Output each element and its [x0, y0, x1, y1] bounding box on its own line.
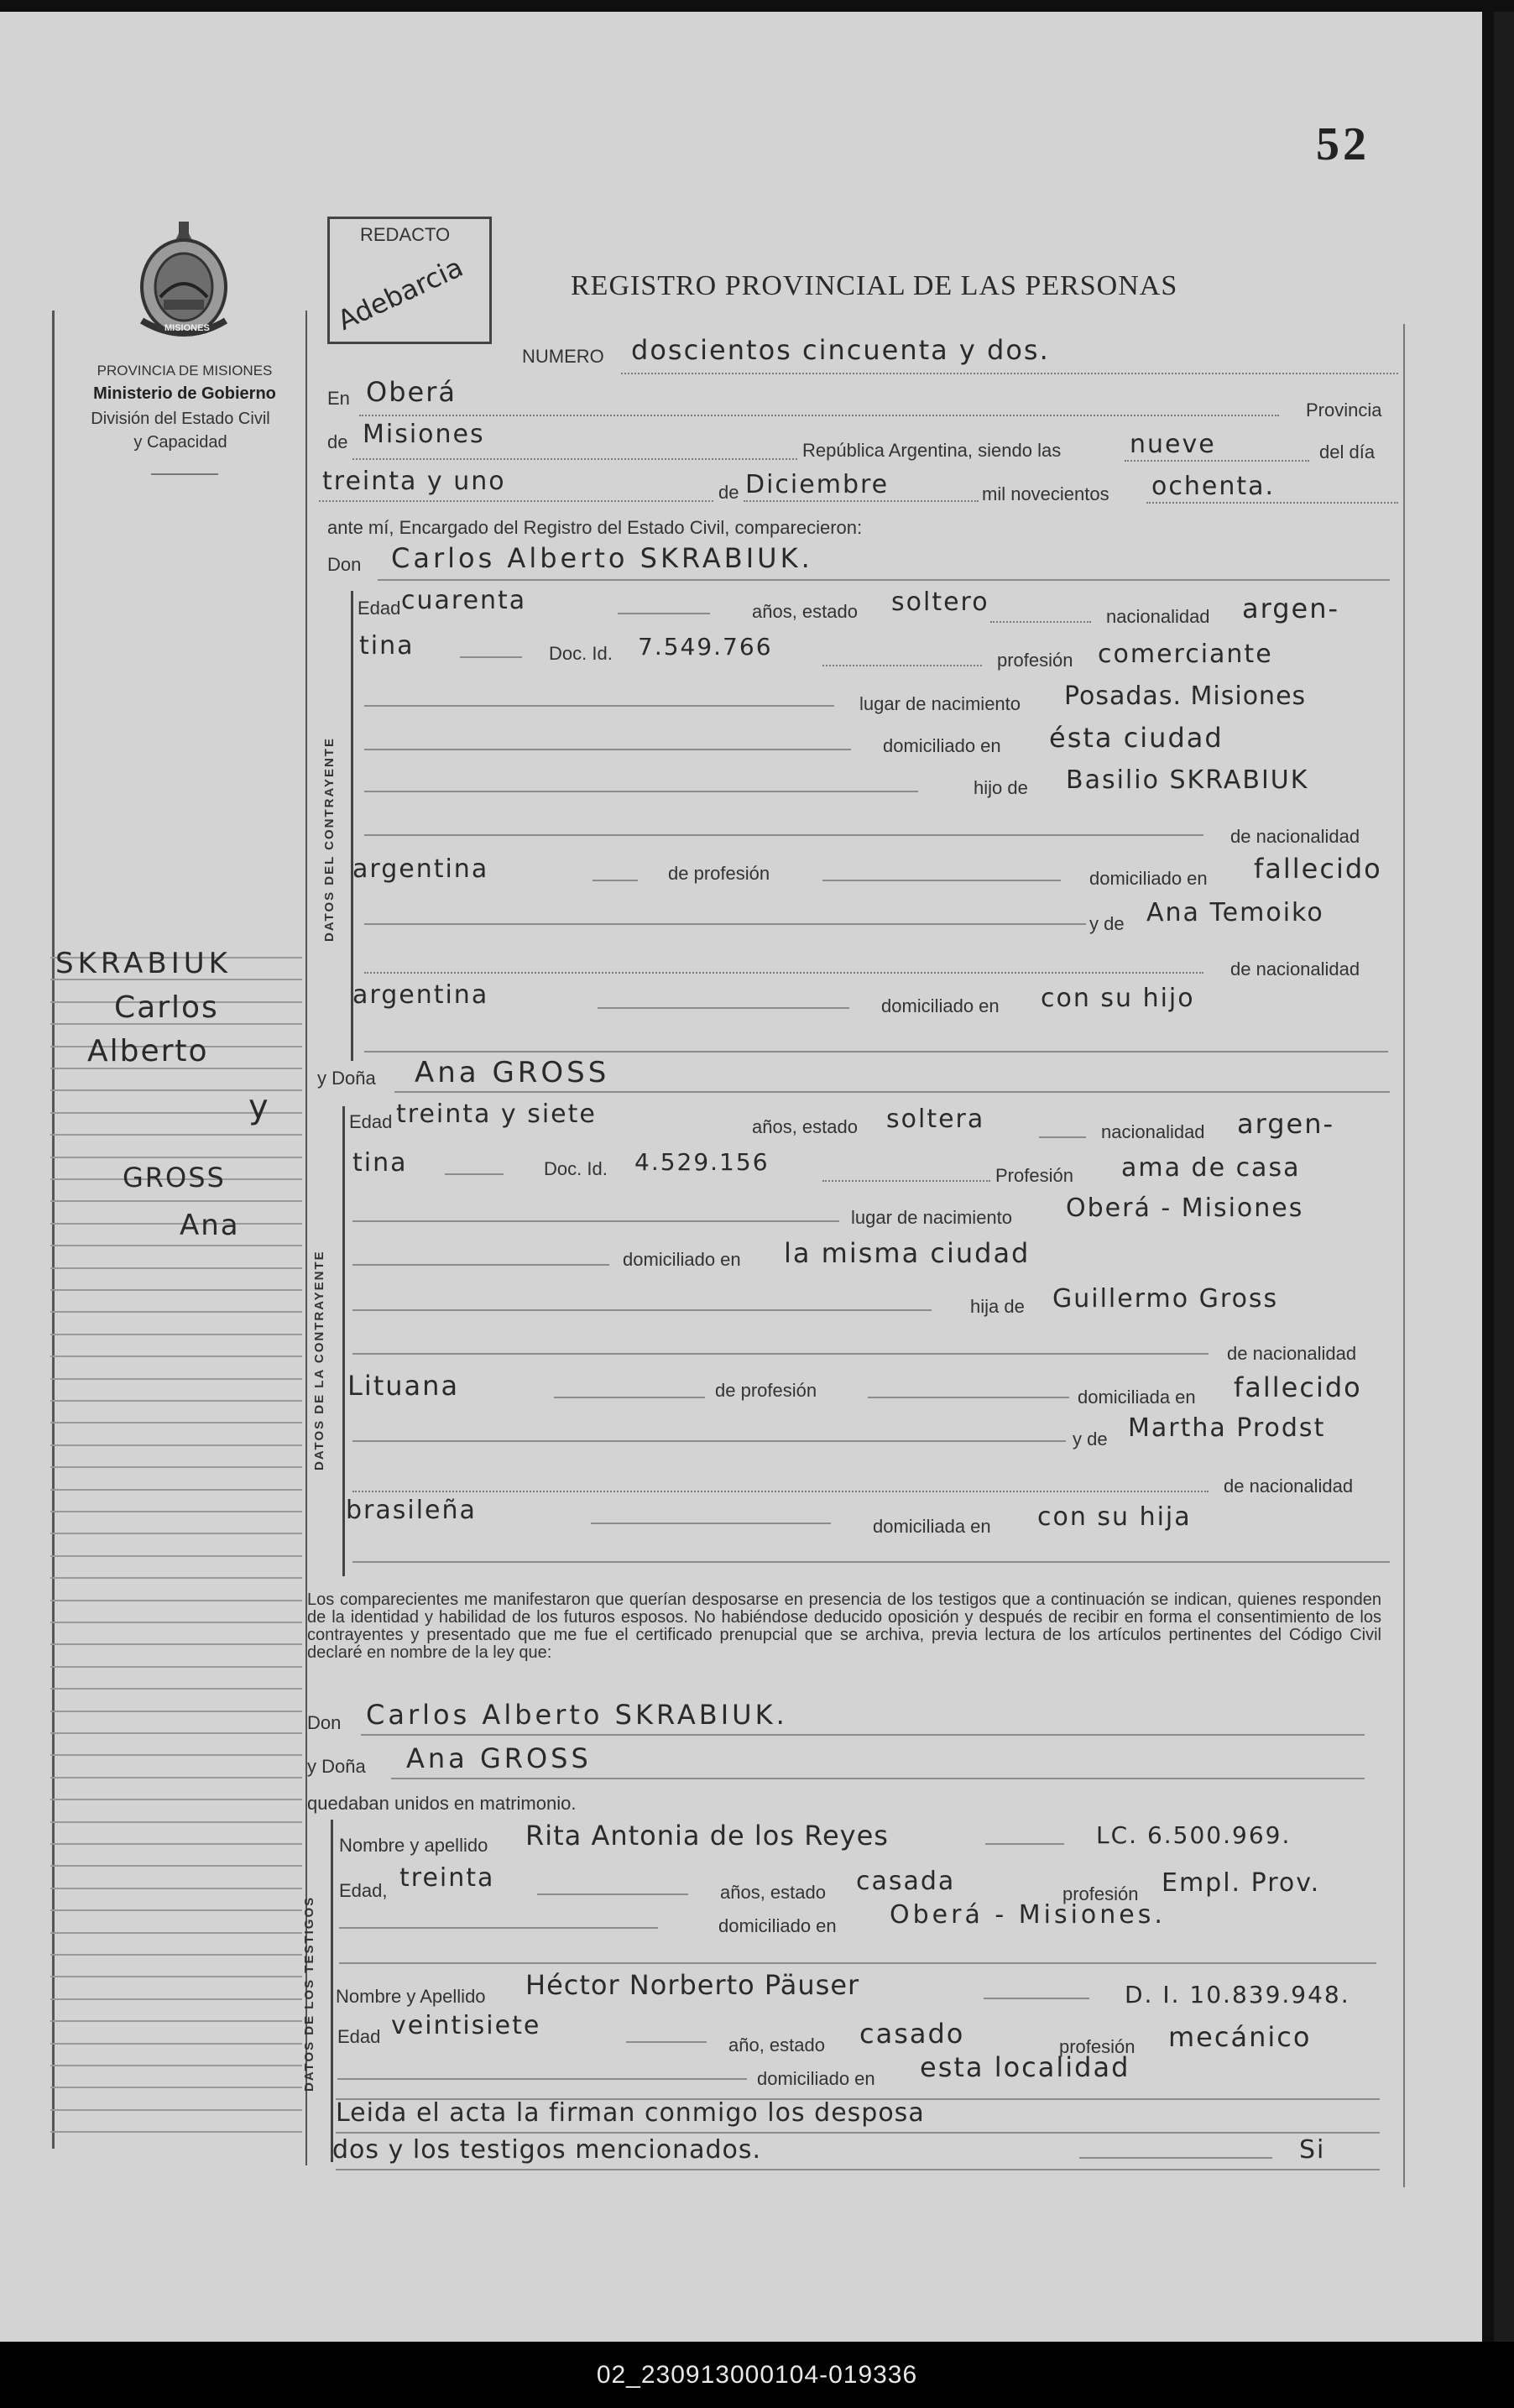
w2-profesion-label: profesión	[1059, 2036, 1136, 2057]
groom-estado-line	[990, 621, 1091, 623]
en-value: Oberá	[366, 376, 457, 408]
groom-profesion-label: profesión	[997, 650, 1073, 671]
margin-ruled-line	[50, 1245, 302, 1246]
margin-ruled-line	[50, 1688, 302, 1690]
numero-value: doscientos cincuenta y dos.	[631, 334, 1050, 366]
groom-profesion: comerciante	[1098, 640, 1273, 669]
groom-madre-nacionalidad-label: de nacionalidad	[1230, 958, 1360, 979]
groom-estado-label: años, estado	[752, 601, 858, 622]
groom-domicilio: ésta ciudad	[1049, 722, 1224, 754]
bride-domicilio-line	[352, 1264, 609, 1266]
province-name: PROVINCIA DE MISIONES	[97, 363, 273, 379]
bride-padre-nacionalidad: Lituana	[347, 1370, 460, 1402]
w2-nombre-line	[984, 1998, 1089, 1999]
margin-ruled-line	[50, 2087, 302, 2088]
margin-ruled-line	[50, 1932, 302, 1934]
w1-doc: LC. 6.500.969.	[1096, 1821, 1292, 1849]
bride-padre-prof-line	[868, 1397, 1069, 1398]
decl-dona-line	[391, 1778, 1365, 1779]
closing-mark: Si	[1299, 2135, 1326, 2165]
margin-ruled-line	[50, 1843, 302, 1845]
hora-line	[1125, 460, 1309, 462]
groom-madre-nac-line	[364, 972, 1203, 974]
w1-edad-label: Edad,	[339, 1880, 388, 1901]
groom-lugar: Posadas. Misiones	[1064, 682, 1307, 711]
groom-y-de-label: y de	[1089, 913, 1125, 934]
groom-padre-prof-line	[822, 880, 1061, 881]
closing-dash	[1079, 2157, 1272, 2159]
margin-note-surname-2: GROSS	[123, 1162, 226, 1194]
margin-ruled-line	[50, 1511, 302, 1512]
closing-line-2-rule	[336, 2169, 1380, 2170]
stamp-label: REDACTO	[360, 224, 451, 245]
de-line	[352, 458, 797, 460]
numero-label: NUMERO	[522, 346, 604, 367]
groom-padre-domicilio-label: domiciliado en	[1089, 868, 1208, 889]
bride-padre: Guillermo Gross	[1052, 1284, 1279, 1314]
bride-lugar-line	[352, 1220, 839, 1222]
bride-name: Ana GROSS	[415, 1056, 610, 1089]
w1-nombre-label: Nombre y apellido	[339, 1835, 488, 1856]
margin-ruled-line	[50, 1909, 302, 1911]
margin-ruled-line	[50, 1622, 302, 1623]
bride-dona-label: y Doña	[317, 1068, 376, 1089]
margin-ruled-line	[50, 1643, 302, 1645]
w2-estado-label: año, estado	[728, 2035, 825, 2055]
crest-text: MISIONES	[164, 323, 210, 333]
bride-madre-nac2-line	[591, 1523, 831, 1524]
numero-line	[621, 373, 1398, 374]
margin-note-name-2: Alberto	[87, 1034, 209, 1068]
margin-ruled-line	[50, 1577, 302, 1579]
margin-ruled-line	[50, 1200, 302, 1202]
closing-line-1-rule	[336, 2132, 1380, 2134]
bride-lugar: Oberá - Misiones	[1066, 1194, 1304, 1223]
w1-domicilio-line	[339, 1927, 658, 1929]
bride-doc-line	[822, 1180, 990, 1182]
bride-edad: treinta y siete	[396, 1100, 597, 1129]
margin-ruled-line	[50, 1888, 302, 1889]
bride-estado-line	[1039, 1136, 1086, 1138]
margin-ruled-line	[50, 1378, 302, 1380]
bride-y-de-label: y de	[1073, 1429, 1108, 1450]
groom-edad-label: Edad	[358, 598, 401, 619]
w1-edad-line	[537, 1893, 688, 1895]
margin-note-name-1: Carlos	[114, 990, 219, 1025]
groom-doc-line	[822, 665, 982, 666]
groom-name-line	[378, 579, 1390, 581]
bride-nacionalidad-label: nacionalidad	[1101, 1121, 1205, 1142]
groom-padre: Basilio SKRABIUK	[1066, 765, 1309, 795]
bride-section-label: DATOS DE LA CONTRAYENTE	[312, 1250, 326, 1470]
w1-profesion-label: profesión	[1062, 1883, 1139, 1904]
right-margin-line	[1403, 324, 1405, 2187]
bride-bracket	[342, 1106, 345, 1576]
margin-ruled-line	[50, 2131, 302, 2133]
bride-nacionalidad-a: argen-	[1237, 1108, 1335, 1140]
bride-lugar-label: lugar de nacimiento	[851, 1207, 1013, 1228]
margin-ruled-line	[50, 1732, 302, 1734]
bride-end-line	[352, 1561, 1390, 1563]
w2-edad: veintisiete	[391, 2011, 541, 2040]
de-mes-label: de	[718, 482, 739, 503]
bride-domicilio: la misma ciudad	[784, 1237, 1031, 1269]
decl-don-label: Don	[307, 1712, 342, 1733]
bride-hija-line	[352, 1309, 932, 1311]
groom-madre-line	[364, 923, 1086, 925]
stamp-signature: Adebarcia	[332, 251, 468, 337]
decl-don: Carlos Alberto SKRABIUK.	[366, 1699, 788, 1731]
margin-note-surname: SKRABIUK	[55, 947, 232, 980]
groom-de-nacionalidad-label: de nacionalidad	[1230, 826, 1360, 847]
w1-domicilio-label: domiciliado en	[718, 1915, 837, 1936]
groom-hijo-label: hijo de	[974, 777, 1028, 798]
groom-madre-domicilio: con su hijo	[1041, 984, 1195, 1013]
bride-madre: Martha Prodst	[1128, 1413, 1326, 1443]
decl-unidos: quedaban unidos en matrimonio.	[307, 1793, 577, 1814]
groom-nacionalidad-a: argen-	[1242, 593, 1340, 624]
bride-name-line	[394, 1091, 1390, 1093]
w2-doc: D. I. 10.839.948.	[1125, 1981, 1350, 2008]
image-id-footer: 02_230913000104-019336	[0, 2342, 1514, 2408]
margin-ruled-line	[50, 1489, 302, 1491]
groom-nacionalidad-label: nacionalidad	[1106, 606, 1210, 627]
bride-padre-nac-line	[554, 1397, 705, 1398]
margin-ruled-line	[50, 1799, 302, 1800]
en-label: En	[327, 388, 350, 409]
margin-ruled-line	[50, 1311, 302, 1313]
groom-end-line	[364, 1051, 1388, 1053]
margin-ruled-line	[50, 1400, 302, 1402]
bride-madre-domicilio-label: domiciliada en	[873, 1516, 991, 1537]
groom-edad: cuarenta	[401, 586, 527, 615]
decl-dona: Ana GROSS	[406, 1742, 592, 1774]
bride-estado: soltera	[886, 1105, 985, 1134]
w1-profesion: Empl. Prov.	[1162, 1868, 1321, 1898]
margin-ruled-line	[50, 1600, 302, 1601]
declaration-text: Los comparecientes me manifestaron que querían desposarse en presencia de los testigos que a continuación se indican, quienes responden de la identidad y habilidad de los futuros esposos. No habiéndose deducido oposición y después de recibir en forma el consentimiento de los contrayentes y presentado que me fue el certificado prenupcial que se archiva, previa lectura de los artículos pertinentes del Código Civil declaré en nombre de la ley que:	[307, 1591, 1381, 1662]
w2-edad-line	[626, 2041, 707, 2043]
header-divider	[151, 473, 218, 475]
groom-lugar-line	[364, 705, 834, 707]
margin-ruled-line	[50, 1355, 302, 1357]
groom-lugar-label: lugar de nacimiento	[859, 693, 1021, 714]
page-number: 52	[1316, 118, 1370, 170]
bride-nac-padre-line	[352, 1353, 1209, 1355]
bride-profesion-label: Profesión	[995, 1165, 1073, 1186]
w1-domicilio: Oberá - Misiones.	[890, 1900, 1166, 1930]
bride-doc: 4.529.156	[634, 1148, 770, 1176]
bride-padre-domicilio-label: domiciliada en	[1078, 1387, 1196, 1408]
groom-domicilio-line	[364, 749, 851, 750]
bride-madre-nacionalidad-label: de nacionalidad	[1224, 1476, 1354, 1497]
margin-ruled-line	[50, 1555, 302, 1557]
division-name: División del Estado Civil	[91, 410, 270, 428]
hora-value: nueve	[1130, 430, 1216, 459]
margin-ruled-line	[50, 1289, 302, 1291]
decl-dona-label: y Doña	[307, 1756, 366, 1777]
groom-de-profesion-label: de profesión	[668, 863, 770, 884]
groom-hijo-line	[364, 791, 918, 792]
bride-padre-domicilio: fallecido	[1234, 1371, 1362, 1403]
document-title: REGISTRO PROVINCIAL DE LAS PERSONAS	[571, 270, 1178, 301]
margin-ruled-line	[50, 1821, 302, 1823]
w2-estado: casado	[859, 2018, 965, 2050]
groom-estado: soltero	[891, 588, 989, 617]
page-top-edge	[0, 0, 1514, 12]
en-line	[359, 415, 1279, 416]
bride-edad-label: Edad	[349, 1111, 393, 1132]
margin-note-and: y	[248, 1088, 270, 1126]
groom-madre: Ana Temoiko	[1146, 898, 1324, 927]
decl-don-line	[361, 1734, 1365, 1736]
anio-line	[1146, 502, 1398, 504]
republica-label: República Argentina, siendo las	[802, 440, 1062, 461]
mes-value: Diciembre	[745, 470, 890, 499]
groom-madre-domicilio-label: domiciliado en	[881, 995, 1000, 1016]
margin-ruled-line	[50, 2109, 302, 2111]
groom-section-label: DATOS DEL CONTRAYENTE	[322, 737, 337, 942]
dia-value: treinta y uno	[322, 467, 506, 496]
w2-domicilio-line	[337, 2078, 747, 2080]
del-dia-label: del día	[1319, 441, 1376, 462]
bride-domicilio-label: domiciliado en	[623, 1249, 741, 1270]
de-label: de	[327, 431, 348, 452]
margin-ruled-line	[50, 1666, 302, 1668]
groom-padre-domicilio: fallecido	[1254, 853, 1382, 885]
bride-madre-nacionalidad: brasileña	[346, 1496, 477, 1525]
margin-ruled-line	[50, 1267, 302, 1269]
redacto-stamp	[327, 217, 492, 344]
bride-estado-label: años, estado	[752, 1116, 858, 1137]
mil-label: mil novecientos	[982, 483, 1109, 504]
margin-column-line	[305, 311, 307, 2165]
bride-nacionalidad-b: tina	[352, 1148, 408, 1178]
left-margin-line	[52, 311, 55, 2149]
w1-edad: treinta	[399, 1863, 495, 1893]
groom-doc: 7.549.766	[638, 633, 773, 661]
margin-ruled-line	[50, 1334, 302, 1335]
margin-ruled-line	[50, 1777, 302, 1779]
closing-line-2: dos y los testigos mencionados.	[332, 2135, 762, 2165]
dia-line	[319, 500, 713, 502]
bride-madre-nac-line	[352, 1491, 1209, 1492]
bride-de-profesion-label: de profesión	[715, 1380, 817, 1401]
margin-ruled-line	[50, 1865, 302, 1867]
groom-edad-line	[618, 613, 710, 614]
margin-ruled-line	[50, 1466, 302, 1468]
margin-note-name-3: Ana	[180, 1209, 240, 1242]
w1-nombre-line	[985, 1843, 1064, 1845]
margin-ruled-line	[50, 2065, 302, 2066]
groom-name: Carlos Alberto SKRABIUK.	[391, 542, 813, 574]
w2-domicilio: esta localidad	[920, 2051, 1130, 2083]
margin-ruled-line	[50, 1711, 302, 1712]
w2-nombre-label: Nombre y Apellido	[336, 1986, 486, 2007]
bride-madre-line	[352, 1440, 1066, 1442]
groom-padre-nac-line	[593, 880, 638, 881]
w1-estado: casada	[856, 1867, 956, 1896]
margin-ruled-line	[50, 1976, 302, 1977]
de-value: Misiones	[363, 420, 485, 449]
margin-ruled-line	[50, 1533, 302, 1534]
groom-don-label: Don	[327, 554, 362, 575]
margin-ruled-line	[50, 1223, 302, 1225]
w1-end-line	[339, 1962, 1376, 1964]
closing-line-1: Leida el acta la firman conmigo los desposa	[336, 2098, 925, 2128]
groom-nac-line	[460, 656, 522, 658]
groom-domicilio-label: domiciliado en	[883, 735, 1001, 756]
w2-profesion: mecánico	[1168, 2021, 1312, 2053]
bride-nac-line	[445, 1173, 504, 1175]
margin-ruled-line	[50, 1444, 302, 1446]
groom-padre-nacionalidad: argentina	[352, 854, 489, 884]
groom-madre-nac2-line	[598, 1007, 849, 1009]
witness-bracket	[331, 1820, 333, 2162]
margin-ruled-line	[50, 2020, 302, 2022]
w1-estado-label: años, estado	[720, 1882, 826, 1903]
margin-ruled-line	[50, 1998, 302, 2000]
w1-nombre: Rita Antonia de los Reyes	[525, 1820, 889, 1852]
anio-value: ochenta.	[1151, 472, 1276, 501]
margin-ruled-line	[50, 1157, 302, 1158]
division-name-2: y Capacidad	[133, 433, 227, 452]
bride-hija-label: hija de	[970, 1296, 1025, 1317]
witness-section-label: DATOS DE LOS TESTIGOS	[302, 1895, 316, 2092]
w2-edad-label: Edad	[337, 2026, 381, 2047]
margin-ruled-line	[50, 1422, 302, 1423]
margin-ruled-line	[50, 1954, 302, 1956]
bride-madre-domicilio: con su hija	[1037, 1502, 1192, 1532]
margin-ruled-line	[50, 2043, 302, 2045]
ante-label: ante mí, Encargado del Registro del Estado Civil, comparecieron:	[327, 517, 863, 538]
margin-ruled-line	[50, 1754, 302, 1756]
bride-de-nacionalidad-label: de nacionalidad	[1227, 1343, 1357, 1364]
provincia-label: Provincia	[1306, 400, 1382, 420]
groom-nac-padre-line	[364, 834, 1203, 836]
mes-line	[744, 500, 979, 502]
margin-ruled-line	[50, 1134, 302, 1136]
groom-doc-label: Doc. Id.	[549, 643, 613, 664]
bride-profesion: ama de casa	[1121, 1153, 1301, 1183]
groom-nacionalidad-b: tina	[359, 631, 415, 661]
groom-madre-nacionalidad: argentina	[352, 980, 489, 1010]
ministry-name: Ministerio de Gobierno	[93, 384, 276, 403]
w2-nombre: Héctor Norberto Päuser	[525, 1969, 860, 2001]
bride-doc-label: Doc. Id.	[544, 1158, 608, 1179]
w2-domicilio-label: domiciliado en	[757, 2068, 875, 2089]
